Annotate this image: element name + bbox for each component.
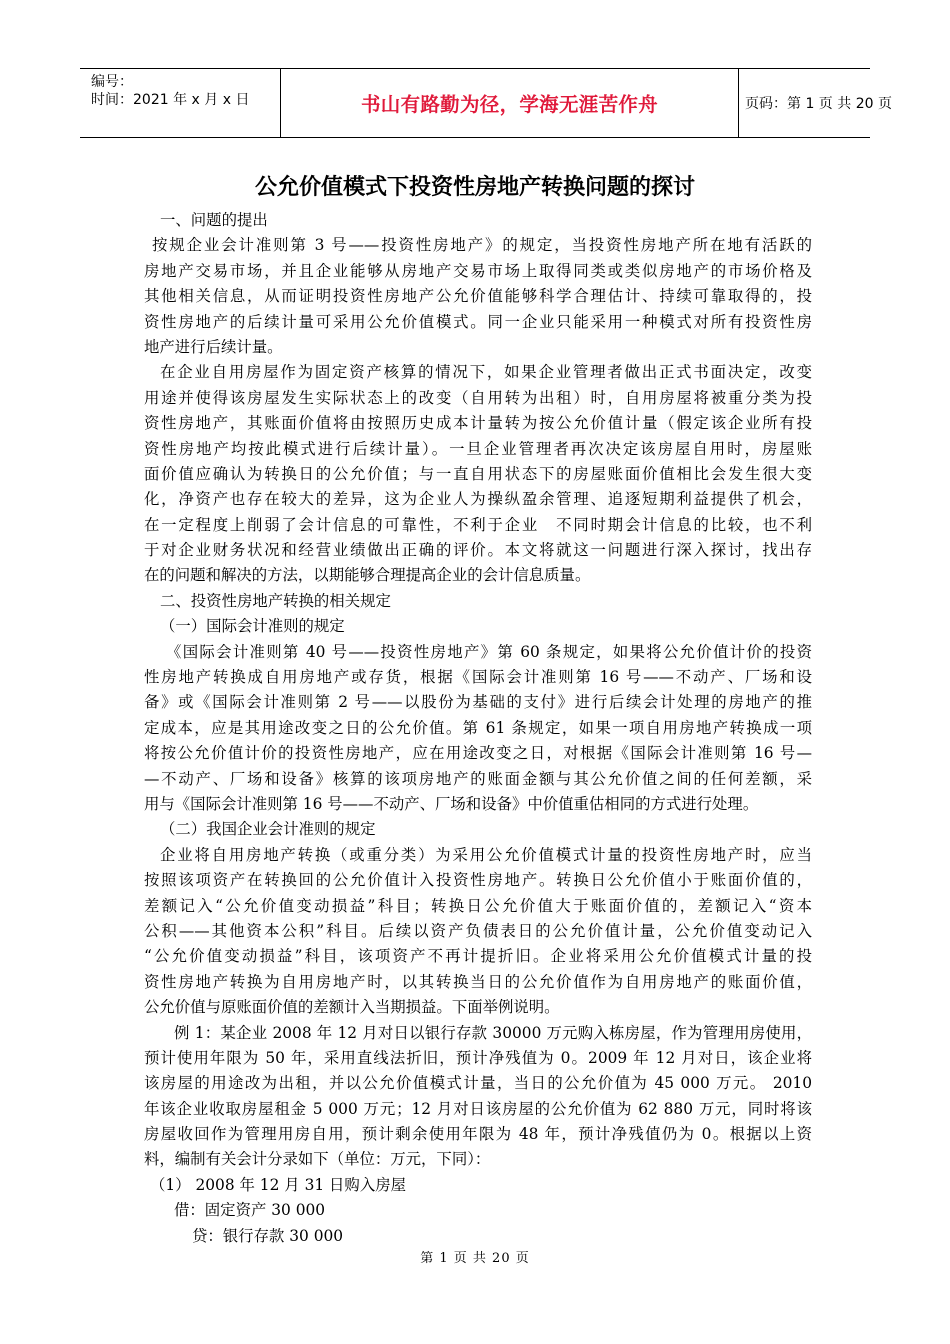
body-line: 备》或《国际会计准则第 2 号——以股份为基础的支付》进行后续会计处理的房地产的推 bbox=[144, 693, 812, 712]
body-line: 地产进行后续计量。 bbox=[144, 337, 283, 356]
header-motto: 书山有路勤为径，学海无涯苦作舟 bbox=[360, 93, 658, 116]
body-line: 在的问题和解决的方法，以期能够合理提高企业的会计信息质量。 bbox=[144, 566, 591, 585]
header-meta bbox=[80, 69, 280, 137]
body-line: 例 1：某企业 2008 年 12 月对日以银行存款 30000 万元购入栋房屋，作为管理用房使用， bbox=[174, 1023, 812, 1042]
body-line: 用与《国际会计准则第 16 号——不动产、厂场和设备》中价值重估相同的方式进行处理。 bbox=[144, 794, 759, 813]
body-line: 化，净资产也存在较大的差异，这为企业人为操纵盈余管理、追逐短期利益提供了机会， bbox=[144, 490, 812, 509]
document-body bbox=[144, 208, 812, 1249]
document-title: 公允价值模式下投资性房地产转换问题的探讨 bbox=[254, 175, 695, 200]
body-line: 资性房地产，其账面价值将由按照历史成本计量转为按公允价值计量（假定该企业所有投 bbox=[144, 414, 812, 433]
body-line: 其他相关信息，从而证明投资性房地产公允价值能够科学合理估计、持续可靠取得的，投 bbox=[144, 287, 812, 306]
body-line: （一）国际会计准则的规定 bbox=[160, 617, 345, 636]
body-line: 企业将自用房地产转换（或重分类）为采用公允价值模式计量的投资性房地产时，应当 bbox=[160, 845, 812, 864]
body-line: 《国际会计准则第 40 号——投资性房地产》第 60 条规定，如果将公允价值计价的投资 bbox=[166, 642, 812, 661]
page-footer: 第 1 页 共 20 页 bbox=[420, 1251, 530, 1266]
body-line: 公允价值与原账面价值的差额计入当期损益。下面举例说明。 bbox=[144, 998, 560, 1017]
body-line: 差额记入“公允价值变动损益”科目；转换日公允价值大于账面价值的，差额记入“资本 bbox=[144, 896, 812, 915]
header-page-cell bbox=[737, 69, 892, 137]
body-line: 年该企业收取房屋租金 5 000 万元；12 月对日该房屋的公允价值为 62 880 万元，同时将该 bbox=[144, 1099, 812, 1118]
header-motto-cell bbox=[280, 69, 739, 137]
body-line: 公积——其他资本公积”科目。后续以资产负债表日的公允价值计量，公允价值变动记入 bbox=[144, 921, 812, 940]
body-line: 在一定程度上削弱了会计信息的可靠性，不利于企业 不同时期会计信息的比较，也不利 bbox=[144, 515, 812, 534]
body-line: 定成本，应是其用途改变之日的公允价值。第 61 条规定，如果一项自用房地产转换成一项 bbox=[144, 718, 812, 737]
body-line: —不动产、厂场和设备》核算的该项房地产的账面金额与其公允价值之间的任何差额，采 bbox=[144, 769, 812, 788]
body-line: 于对企业财务状况和经营业绩做出正确的评价。本文将就这一问题进行深入探讨，找出存 bbox=[144, 541, 812, 560]
document-date: 时间：2021 年 x 月 x 日 bbox=[91, 92, 250, 108]
body-line: 预计使用年限为 50 年，采用直线法折旧，预计净残值为 0。2009 年 12 月对日，该企业将 bbox=[144, 1048, 812, 1067]
body-line: 一、问题的提出 bbox=[160, 211, 268, 229]
body-line: 面价值应确认为转换日的公允价值；与一直自用状态下的房屋账面价值相比会发生很大变 bbox=[144, 464, 812, 483]
body-line: 将按公允价值计价的投资性房地产，应在用途改变之日，对根据《国际会计准则第 16 号— bbox=[144, 744, 812, 763]
body-line: “公允价值变动损益”科目，该项资产不再计提折旧。企业将采用公允价值模式计量的投 bbox=[144, 947, 812, 966]
body-line: 房地产交易市场，并且企业能够从房地产交易市场上取得同类或类似房地产的市场价格及 bbox=[144, 261, 812, 280]
body-line: 二、投资性房地产转换的相关规定 bbox=[160, 591, 391, 610]
body-line: 贷：银行存款 30 000 bbox=[192, 1226, 344, 1245]
body-line: 房屋收回作为管理用房自用，预计剩余使用年限为 48 年，预计净残值仍为 0。根据以上资 bbox=[144, 1125, 812, 1144]
body-line: 资性房地产的后续计量可采用公允价值模式。同一企业只能采用一种模式对所有投资性房 bbox=[144, 312, 812, 331]
body-line: 料，编制有关会计分录如下（单位：万元，下同）： bbox=[144, 1150, 491, 1169]
header-page-info: 页码：第 1 页 共 20 页 bbox=[745, 96, 892, 112]
body-line: 资性房地产均按此模式进行后续计量）。一旦企业管理者再次决定该房屋自用时，房屋账 bbox=[144, 439, 812, 458]
body-line: 按照该项资产在转换回的公允价值计入投资性房地产。转换日公允价值小于账面价值的， bbox=[144, 871, 812, 890]
document-number-label: 编号： bbox=[91, 74, 133, 90]
body-line: 该房屋的用途改为出租，并以公允价值模式计量，当日的公允价值为 45 000 万元。 2010 bbox=[144, 1074, 812, 1093]
body-line: 用途并使得该房屋发生实际状态上的改变（自用转为出租）时，自用房屋将被重分类为投 bbox=[144, 388, 812, 407]
body-line: 借：固定资产 30 000 bbox=[174, 1201, 326, 1220]
body-line: 按规企业会计准则第 3 号——投资性房地产》的规定，当投资性房地产所在地有活跃的 bbox=[152, 236, 812, 255]
page-header bbox=[80, 68, 892, 138]
body-line: 资性房地产转换为自用房地产时，以其转换当日的公允价值作为自用房地产的账面价值， bbox=[144, 972, 812, 991]
body-line: （1） 2008 年 12 月 31 日购入房屋 bbox=[150, 1175, 406, 1194]
body-line: 在企业自用房屋作为固定资产核算的情况下，如果企业管理者做出正式书面决定，改变 bbox=[160, 363, 812, 382]
body-line: 性房地产转换成自用房地产或存货，根据《国际会计准则第 16 号——不动产、厂场和设 bbox=[144, 668, 812, 687]
body-line: （二）我国企业会计准则的规定 bbox=[160, 820, 376, 839]
